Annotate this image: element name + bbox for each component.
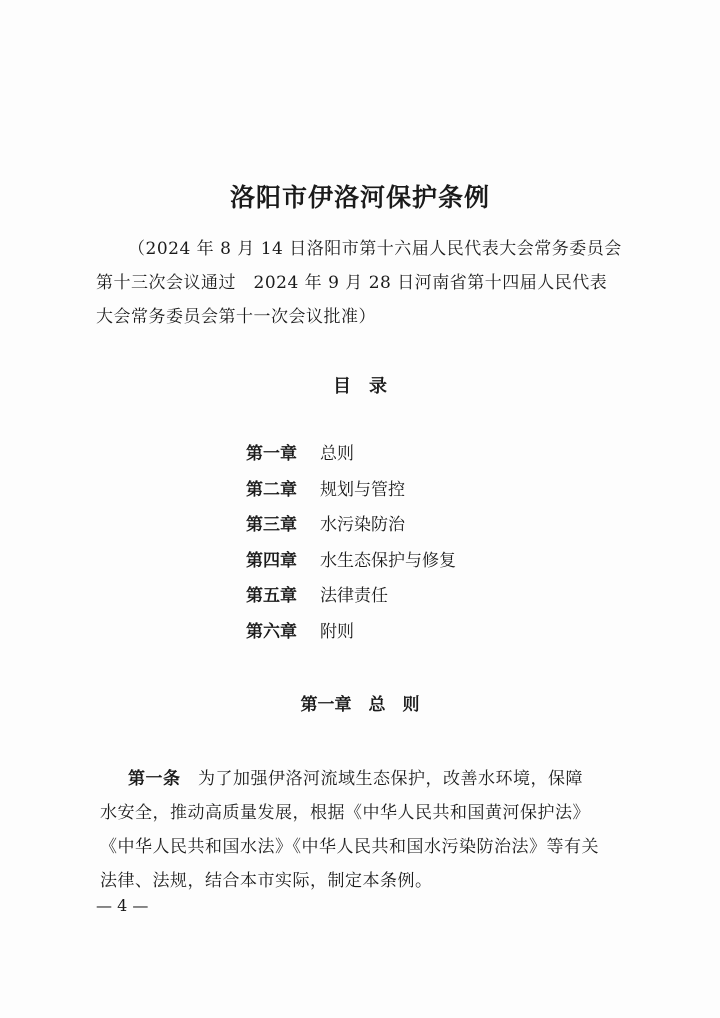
article-text: 为了加强伊洛河流域生态保护，改善水环境，保障: [180, 769, 583, 789]
toc-chapter-number: 第三章: [246, 515, 297, 536]
article-label: 第一条: [128, 769, 181, 789]
toc-item: [246, 476, 456, 512]
toc-chapter-number: 第一章: [246, 444, 297, 464]
toc-item: [246, 511, 456, 547]
article-line: 法律、法规，结合本市实际，制定本条例。: [100, 871, 433, 891]
adoption-note-line: （2024 年 8 月 14 日洛阳市第十六届人民代表大会常务委员会: [128, 239, 622, 259]
article-first-line: [128, 764, 583, 789]
toc-chapter-name: 水生态保护与修复: [320, 550, 456, 571]
toc-item: [246, 547, 456, 583]
toc-chapter-name: 法律责任: [320, 586, 388, 607]
table-of-contents: [246, 440, 456, 654]
toc-chapter-number: 第二章: [246, 479, 297, 500]
toc-chapter-number: 第四章: [246, 550, 297, 571]
adoption-note-line: 第十三次会议通过 2024 年 9 月 28 日河南省第十四届人民代表: [96, 273, 608, 293]
page-number: — 4 —: [96, 896, 149, 915]
toc-chapter-number: 第六章: [246, 621, 297, 642]
article-line: 水安全，推动高质量发展，根据《中华人民共和国黄河保护法》: [100, 803, 590, 823]
toc-chapter-name: 水污染防治: [320, 515, 405, 536]
document-title: 洛阳市伊洛河保护条例: [229, 183, 490, 212]
chapter-heading: 第一章 总 则: [300, 695, 420, 715]
toc-item: [246, 618, 456, 654]
toc-chapter-name: 规划与管控: [320, 479, 405, 500]
article-line: 《中华人民共和国水法》《中华人民共和国水污染防治法》等有关: [100, 837, 599, 857]
toc-chapter-name: 附则: [320, 621, 354, 642]
adoption-note-line: 大会常务委员会第十一次会议批准）: [96, 307, 376, 327]
toc-chapter-name: 总则: [320, 444, 354, 464]
toc-chapter-number: 第五章: [246, 586, 297, 607]
toc-item: [246, 582, 456, 618]
toc-heading: 目 录: [333, 376, 387, 397]
toc-item: [246, 440, 456, 476]
